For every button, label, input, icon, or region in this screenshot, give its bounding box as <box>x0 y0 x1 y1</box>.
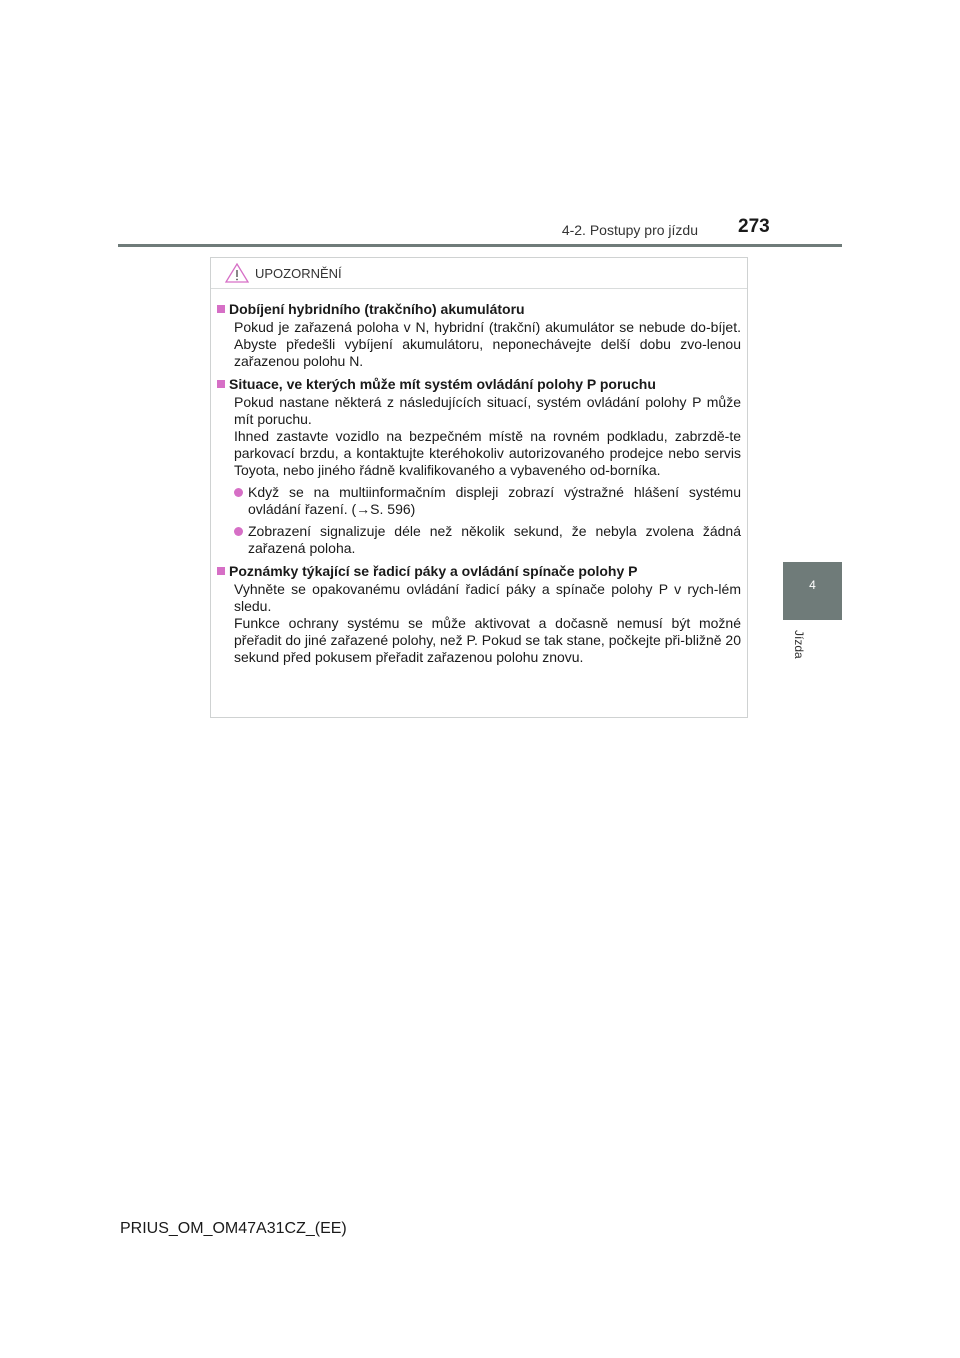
round-bullet-icon <box>234 527 243 536</box>
square-bullet-icon <box>217 305 225 313</box>
section-heading-text: Situace, ve kterých může mít systém ovládání polohy P poruchu <box>229 376 656 392</box>
section-heading <box>217 301 741 317</box>
list-item-text: Když se na multiinformačním displeji zobrazí výstražné hlášení systému ovládání řazení. (→S. 596) <box>248 484 741 517</box>
section-heading <box>217 563 741 579</box>
warning-section <box>217 301 741 370</box>
list-item <box>234 484 741 518</box>
list-item-text: Zobrazení signalizuje déle než několik sekund, že nebyla zvolena žádná zařazená poloha. <box>248 523 741 556</box>
section-heading <box>217 376 741 392</box>
warning-header <box>211 258 747 289</box>
section-heading-text: Dobíjení hybridního (trakčního) akumulátoru <box>229 301 525 317</box>
page-number: 273 <box>738 216 770 237</box>
paragraph: Pokud nastane některá z následujících situací, systém ovládání polohy P může mít poruchu. <box>234 394 741 427</box>
list-item <box>234 523 741 557</box>
warning-title: UPOZORNĚNÍ <box>255 265 342 281</box>
section-title: 4-2. Postupy pro jízdu <box>561 222 698 238</box>
paragraph: Funkce ochrany systému se může aktivovat a dočasně nemusí být možné přeřadit do jiné zařazené polohy, než P. Pokud se tak stane, počkejte při-bližně 20 sekund před pokusem přeřadit zařazenou polohu znovu. <box>234 615 741 665</box>
square-bullet-icon <box>217 380 225 388</box>
document-id: PRIUS_OM_OM47A31CZ_(EE) <box>120 1220 347 1237</box>
square-bullet-icon <box>217 567 225 575</box>
header-divider <box>118 244 842 247</box>
warning-section <box>217 563 741 666</box>
paragraph: Vyhněte se opakovanému ovládání řadicí páky a spínače polohy P v rych-lém sledu. <box>234 581 741 614</box>
warning-section <box>217 376 741 557</box>
paragraph: Pokud je zařazená poloha v N, hybridní (trakční) akumulátor se nebude do-bíjet. Abyste předešli vybíjení akumulátoru, neponechávejte delší dobu zvo-lenou zařazenou polohu N. <box>234 319 741 369</box>
warning-box <box>210 257 748 718</box>
chapter-number: 4 <box>809 578 816 592</box>
round-bullet-icon <box>234 488 243 497</box>
section-heading-text: Poznámky týkající se řadicí páky a ovládání spínače polohy P <box>229 563 638 579</box>
warning-triangle-icon <box>225 263 249 283</box>
chapter-label: Jízda <box>792 630 806 659</box>
chapter-tab <box>783 562 842 620</box>
warning-body <box>211 289 747 666</box>
paragraph: Ihned zastavte vozidlo na bezpečném místě na rovném podkladu, zabrzdě-te parkovací brzdu, a kontaktujte kteréhokoliv autorizovaného prodejce nebo servis Toyota, nebo jiného řádně kvalifikovaného a vybaveného od-borníka. <box>234 428 741 478</box>
